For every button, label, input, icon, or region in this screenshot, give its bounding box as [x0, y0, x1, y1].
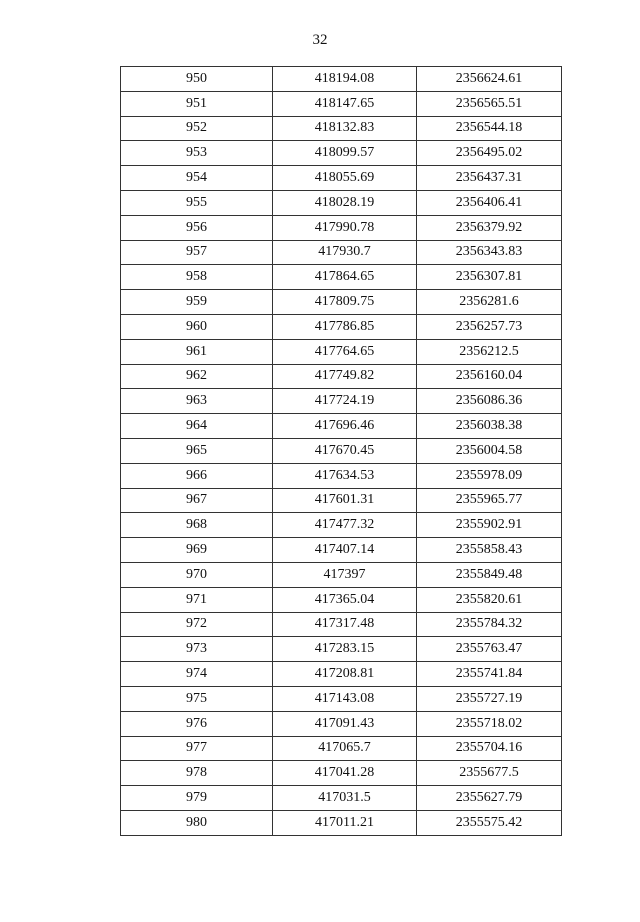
y-coordinate-cell: 2355784.32 [417, 612, 562, 637]
table-row [121, 339, 562, 364]
table-row [121, 810, 562, 835]
table-row [121, 786, 562, 811]
table-row [121, 265, 562, 290]
x-coordinate-cell: 418055.69 [273, 166, 417, 191]
x-coordinate-cell: 417143.08 [273, 686, 417, 711]
point-number-cell: 964 [121, 414, 273, 439]
point-number-cell: 980 [121, 810, 273, 835]
point-number-cell: 958 [121, 265, 273, 290]
point-number-cell: 956 [121, 215, 273, 240]
point-number-cell: 953 [121, 141, 273, 166]
y-coordinate-cell: 2355902.91 [417, 513, 562, 538]
table-row [121, 538, 562, 563]
table-row [121, 116, 562, 141]
point-number-cell: 962 [121, 364, 273, 389]
x-coordinate-cell: 417670.45 [273, 438, 417, 463]
x-coordinate-cell: 417365.04 [273, 587, 417, 612]
table-row [121, 215, 562, 240]
table-body [121, 67, 562, 836]
x-coordinate-cell: 417477.32 [273, 513, 417, 538]
table-row [121, 414, 562, 439]
y-coordinate-cell: 2355677.5 [417, 761, 562, 786]
point-number-cell: 973 [121, 637, 273, 662]
y-coordinate-cell: 2356257.73 [417, 314, 562, 339]
point-number-cell: 968 [121, 513, 273, 538]
x-coordinate-cell: 417031.5 [273, 786, 417, 811]
table-row [121, 91, 562, 116]
x-coordinate-cell: 417011.21 [273, 810, 417, 835]
y-coordinate-cell: 2356038.38 [417, 414, 562, 439]
y-coordinate-cell: 2356565.51 [417, 91, 562, 116]
point-number-cell: 954 [121, 166, 273, 191]
y-coordinate-cell: 2355820.61 [417, 587, 562, 612]
y-coordinate-cell: 2356544.18 [417, 116, 562, 141]
x-coordinate-cell: 418099.57 [273, 141, 417, 166]
table-row [121, 612, 562, 637]
point-number-cell: 960 [121, 314, 273, 339]
x-coordinate-cell: 418147.65 [273, 91, 417, 116]
table-row [121, 314, 562, 339]
y-coordinate-cell: 2356160.04 [417, 364, 562, 389]
x-coordinate-cell: 417634.53 [273, 463, 417, 488]
page-number: 32 [312, 32, 328, 48]
y-coordinate-cell: 2356406.41 [417, 190, 562, 215]
y-coordinate-cell: 2355627.79 [417, 786, 562, 811]
point-number-cell: 969 [121, 538, 273, 563]
y-coordinate-cell: 2355858.43 [417, 538, 562, 563]
point-number-cell: 955 [121, 190, 273, 215]
table-row [121, 463, 562, 488]
table-row [121, 736, 562, 761]
x-coordinate-cell: 417041.28 [273, 761, 417, 786]
x-coordinate-cell: 417091.43 [273, 711, 417, 736]
y-coordinate-cell: 2355718.02 [417, 711, 562, 736]
y-coordinate-cell: 2356004.58 [417, 438, 562, 463]
y-coordinate-cell: 2356212.5 [417, 339, 562, 364]
x-coordinate-cell: 417749.82 [273, 364, 417, 389]
x-coordinate-cell: 417601.31 [273, 488, 417, 513]
y-coordinate-cell: 2355965.77 [417, 488, 562, 513]
y-coordinate-cell: 2356437.31 [417, 166, 562, 191]
y-coordinate-cell: 2355704.16 [417, 736, 562, 761]
y-coordinate-cell: 2356281.6 [417, 290, 562, 315]
point-number-cell: 965 [121, 438, 273, 463]
table-row [121, 240, 562, 265]
y-coordinate-cell: 2356307.81 [417, 265, 562, 290]
point-number-cell: 951 [121, 91, 273, 116]
table-row [121, 637, 562, 662]
point-number-cell: 975 [121, 686, 273, 711]
point-number-cell: 959 [121, 290, 273, 315]
y-coordinate-cell: 2356624.61 [417, 67, 562, 92]
point-number-cell: 970 [121, 562, 273, 587]
table-row [121, 67, 562, 92]
x-coordinate-cell: 417764.65 [273, 339, 417, 364]
table-row [121, 389, 562, 414]
point-number-cell: 971 [121, 587, 273, 612]
point-number-cell: 972 [121, 612, 273, 637]
table-row [121, 562, 562, 587]
y-coordinate-cell: 2356379.92 [417, 215, 562, 240]
point-number-cell: 977 [121, 736, 273, 761]
y-coordinate-cell: 2355727.19 [417, 686, 562, 711]
x-coordinate-cell: 418132.83 [273, 116, 417, 141]
table-row [121, 711, 562, 736]
point-number-cell: 966 [121, 463, 273, 488]
point-number-cell: 952 [121, 116, 273, 141]
point-number-cell: 963 [121, 389, 273, 414]
table-row [121, 364, 562, 389]
table-row [121, 761, 562, 786]
x-coordinate-cell: 418028.19 [273, 190, 417, 215]
table-row [121, 513, 562, 538]
point-number-cell: 976 [121, 711, 273, 736]
point-number-cell: 979 [121, 786, 273, 811]
x-coordinate-cell: 417930.7 [273, 240, 417, 265]
x-coordinate-cell: 417809.75 [273, 290, 417, 315]
x-coordinate-cell: 417786.85 [273, 314, 417, 339]
y-coordinate-cell: 2356343.83 [417, 240, 562, 265]
table-row [121, 166, 562, 191]
table-row [121, 141, 562, 166]
y-coordinate-cell: 2355978.09 [417, 463, 562, 488]
table-row [121, 488, 562, 513]
x-coordinate-cell: 417864.65 [273, 265, 417, 290]
y-coordinate-cell: 2356086.36 [417, 389, 562, 414]
y-coordinate-cell: 2355575.42 [417, 810, 562, 835]
x-coordinate-cell: 417065.7 [273, 736, 417, 761]
table-row [121, 290, 562, 315]
point-number-cell: 974 [121, 662, 273, 687]
y-coordinate-cell: 2355849.48 [417, 562, 562, 587]
x-coordinate-cell: 417696.46 [273, 414, 417, 439]
x-coordinate-cell: 417990.78 [273, 215, 417, 240]
point-number-cell: 961 [121, 339, 273, 364]
y-coordinate-cell: 2355763.47 [417, 637, 562, 662]
x-coordinate-cell: 418194.08 [273, 67, 417, 92]
x-coordinate-cell: 417407.14 [273, 538, 417, 563]
x-coordinate-cell: 417283.15 [273, 637, 417, 662]
x-coordinate-cell: 417724.19 [273, 389, 417, 414]
table-row [121, 686, 562, 711]
table-row [121, 587, 562, 612]
point-number-cell: 957 [121, 240, 273, 265]
x-coordinate-cell: 417208.81 [273, 662, 417, 687]
table-row [121, 662, 562, 687]
coordinate-table [120, 66, 562, 836]
x-coordinate-cell: 417397 [273, 562, 417, 587]
point-number-cell: 978 [121, 761, 273, 786]
table-row [121, 190, 562, 215]
y-coordinate-cell: 2356495.02 [417, 141, 562, 166]
table-row [121, 438, 562, 463]
y-coordinate-cell: 2355741.84 [417, 662, 562, 687]
point-number-cell: 967 [121, 488, 273, 513]
x-coordinate-cell: 417317.48 [273, 612, 417, 637]
point-number-cell: 950 [121, 67, 273, 92]
